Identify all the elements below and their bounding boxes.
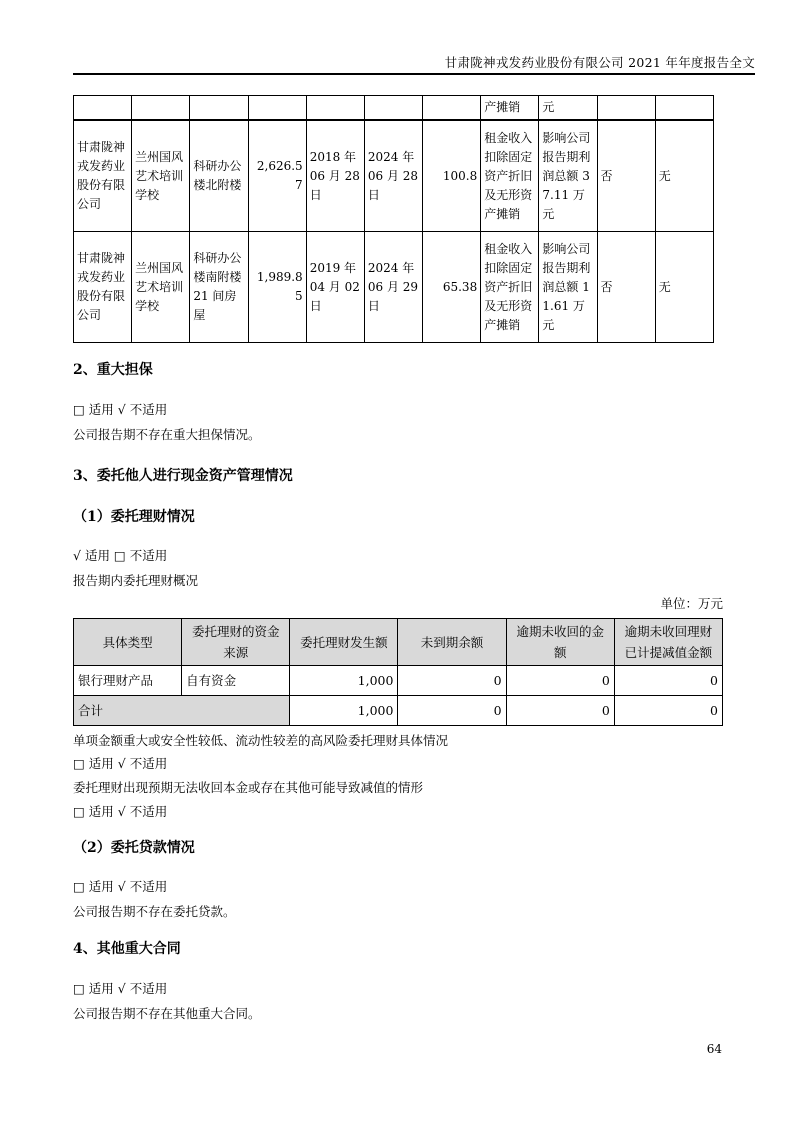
section-3-1-applicable: √ 适用 □ 不适用 (73, 548, 168, 563)
lease-table-row (74, 120, 714, 232)
column-header: 未到期余额 (398, 619, 506, 666)
table-cell-empty (423, 96, 481, 121)
table-cell: 影响公司报告期利润总额 11.61 万元 (539, 232, 597, 343)
table-cell: 元 (539, 96, 597, 121)
table-cell: 无 (655, 120, 713, 232)
table-cell-empty (655, 96, 713, 121)
table-cell: 1,000 (290, 696, 398, 726)
header-divider (73, 73, 755, 75)
total-label-cell: 合计 (74, 696, 290, 726)
impairment-note: 委托理财出现预期无法收回本金或存在其他可能导致减值的情形 (73, 780, 424, 795)
table-cell: 100.8 (423, 120, 481, 232)
column-header: 委托理财的资金来源 (182, 619, 290, 666)
column-header: 委托理财发生额 (290, 619, 398, 666)
table-cell: 兰州国风艺术培训学校 (132, 120, 190, 232)
table-cell-empty (306, 96, 364, 121)
wealth-management-table (73, 618, 723, 726)
table-cell: 科研办公楼北附楼 (190, 120, 248, 232)
unit-label: 单位：万元 (660, 596, 723, 611)
section-3-2-note: 公司报告期不存在委托贷款。 (73, 904, 236, 919)
table-cell: 0 (506, 696, 614, 726)
high-risk-applicable: □ 适用 √ 不适用 (73, 756, 168, 771)
table-cell: 2,626.57 (248, 120, 306, 232)
table-cell: 0 (614, 696, 722, 726)
section-4-title: 4、其他重大合同 (73, 941, 181, 957)
table-cell: 银行理财产品 (74, 666, 182, 696)
lease-table (73, 95, 714, 343)
table-cell: 科研办公楼南附楼 21 间房屋 (190, 232, 248, 343)
table-cell: 2019 年 04 月 02 日 (306, 232, 364, 343)
table-cell: 0 (614, 666, 722, 696)
table-cell-empty (132, 96, 190, 121)
high-risk-note: 单项金额重大或安全性较低、流动性较差的高风险委托理财具体情况 (73, 733, 449, 748)
table-cell: 2018 年 06 月 28 日 (306, 120, 364, 232)
table-cell: 兰州国风艺术培训学校 (132, 232, 190, 343)
table-cell: 无 (655, 232, 713, 343)
table-cell-empty (597, 96, 655, 121)
section-3-1-title: （1）委托理财情况 (73, 509, 195, 525)
table-cell-empty (74, 96, 132, 121)
section-3-2-title: （2）委托贷款情况 (73, 840, 195, 856)
section-4-note: 公司报告期不存在其他重大合同。 (73, 1006, 261, 1021)
column-header: 逾期未收回理财已计提减值金额 (614, 619, 722, 666)
table-cell: 1,000 (290, 666, 398, 696)
table-cell: 1,989.85 (248, 232, 306, 343)
table-cell: 2024 年 06 月 28 日 (364, 120, 422, 232)
table-cell: 甘肃陇神戎发药业股份有限公司 (74, 232, 132, 343)
table-cell: 2024 年 06 月 29 日 (364, 232, 422, 343)
table-cell: 租金收入扣除固定资产折旧及无形资产摊销 (481, 232, 539, 343)
table-cell: 0 (398, 696, 506, 726)
column-header: 具体类型 (74, 619, 182, 666)
lease-table-row (74, 232, 714, 343)
impairment-applicable: □ 适用 √ 不适用 (73, 804, 168, 819)
section-4-applicable: □ 适用 √ 不适用 (73, 981, 168, 996)
table-cell: 否 (597, 120, 655, 232)
table-cell-empty (364, 96, 422, 121)
table-cell: 甘肃陇神戎发药业股份有限公司 (74, 120, 132, 232)
wealth-table-header-row (74, 619, 723, 666)
report-title-header: 甘肃陇神戎发药业股份有限公司 2021 年年度报告全文 (444, 55, 755, 70)
table-cell-empty (190, 96, 248, 121)
page-number: 64 (706, 1042, 722, 1056)
table-cell: 65.38 (423, 232, 481, 343)
table-cell: 产摊销 (481, 96, 539, 121)
section-3-2-applicable: □ 适用 √ 不适用 (73, 879, 168, 894)
table-cell-empty (248, 96, 306, 121)
lease-table-carryover-row (74, 96, 714, 121)
table-cell: 0 (506, 666, 614, 696)
section-2-title: 2、重大担保 (73, 362, 153, 378)
table-cell: 租金收入扣除固定资产折旧及无形资产摊销 (481, 120, 539, 232)
section-3-title: 3、委托他人进行现金资产管理情况 (73, 468, 293, 484)
table-cell: 否 (597, 232, 655, 343)
section-2-applicable: □ 适用 √ 不适用 (73, 402, 168, 417)
wealth-table-row (74, 666, 723, 696)
section-3-1-note: 报告期内委托理财概况 (73, 573, 199, 588)
table-cell: 自有资金 (182, 666, 290, 696)
column-header: 逾期未收回的金额 (506, 619, 614, 666)
table-cell: 影响公司报告期利润总额 37.11 万元 (539, 120, 597, 232)
section-2-note: 公司报告期不存在重大担保情况。 (73, 427, 261, 442)
table-cell: 0 (398, 666, 506, 696)
wealth-table-total-row (74, 696, 723, 726)
